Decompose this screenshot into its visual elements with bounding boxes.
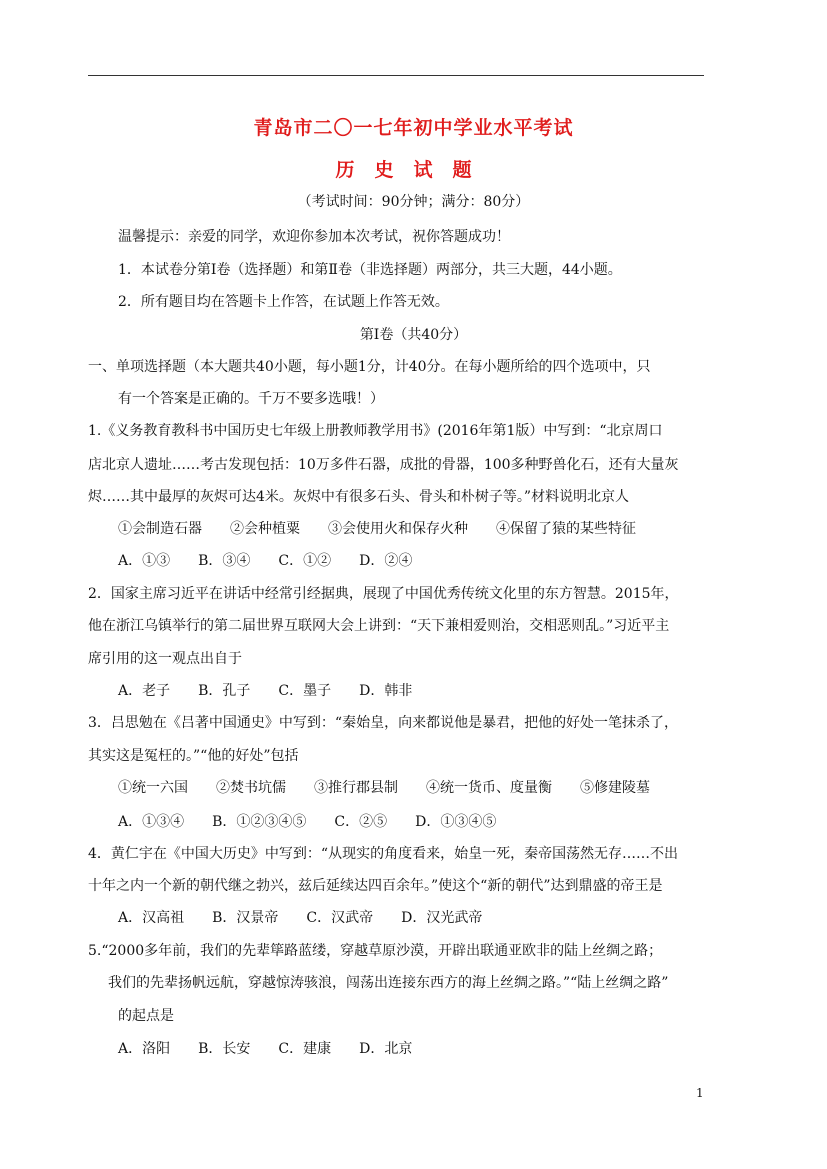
- q2-line-2: 他在浙江乌镇举行的第二届世界互联网大会上讲到：“天下兼相爱则治，交相恶则乱。”习近平主: [88, 618, 670, 634]
- exam-subtitle: 历史试题: [335, 159, 492, 181]
- q2-line-3: 席引用的这一观点出自于: [88, 651, 242, 667]
- q3-line-2: 其实这是冤枉的。”“他的好处”包括: [88, 748, 299, 764]
- section-instruction-1: 一、单项选择题（本大题共40小题，每小题1分，计40分。在每小题所给的四个选项中，只: [88, 359, 651, 375]
- q5-line-1: 5.“2000多年前，我们的先辈筚路蓝缕，穿越草原沙漠，开辟出联通亚欧非的陆上丝绸之路；: [88, 943, 663, 959]
- q5-line-2: 我们的先辈扬帆远航，穿越惊涛骇浪，闯荡出连接东西方的海上丝绸之路。”“陆上丝绸之路”: [108, 975, 669, 991]
- q3-statements: ①统一六国 ②焚书坑儒 ③推行郡县制 ④统一货币、度量衡 ⑤修建陵墓: [118, 780, 650, 796]
- q2-line-1: 2．国家主席习近平在讲话中经常引经据典，展现了中国优秀传统文化里的东方智慧。2015年，: [88, 586, 679, 602]
- note-1: 1．本试卷分第Ⅰ卷（选择题）和第Ⅱ卷（非选择题）两部分，共三大题，44小题。: [118, 262, 622, 278]
- q4-line-1: 4．黄仁宇在《中国大历史》中写到：“从现实的角度看来，始皇一死，秦帝国荡然无存……不出: [88, 846, 679, 862]
- section-title: 第Ⅰ卷（共40分）: [359, 327, 468, 343]
- header-rule: [88, 75, 704, 76]
- q1-line-1: 1.《义务教育教科书中国历史七年级上册教师教学用书》(2016年第1版）中写到：“北京周口: [88, 423, 663, 439]
- q1-statements: ①会制造石器 ②会种植粟 ③会使用火和保存火种 ④保留了猿的某些特征: [118, 521, 636, 537]
- greeting-note: 温馨提示：亲爱的同学，欢迎你参加本次考试，祝你答题成功！: [118, 229, 510, 245]
- q5-options: A．洛阳 B．长安 C．建康 D．北京: [118, 1041, 413, 1057]
- q4-options: A．汉高祖 B．汉景帝 C．汉武帝 D．汉光武帝: [118, 910, 483, 926]
- q1-line-2: 店北京人遗址……考古发现包括：10万多件石器，成批的骨器，100多种野兽化石，还有大量灰: [88, 457, 679, 473]
- q1-options: A．①③ B．③④ C．①② D．②④: [118, 553, 413, 569]
- q5-line-3: 的起点是: [118, 1008, 174, 1024]
- q4-line-2: 十年之内一个新的朝代继之勃兴，兹后延续达四百余年。”使这个“新的朝代”达到鼎盛的帝王是: [88, 878, 663, 894]
- exam-title: 青岛市二〇一七年初中学业水平考试: [253, 117, 574, 139]
- q3-line-1: 3．吕思勉在《吕著中国通史》中写到：“秦始皇，向来都说他是暴君，把他的好处一笔抹杀了，: [88, 715, 679, 731]
- q1-line-3: 烬……其中最厚的灰烬可达4米。灰烬中有很多石头、骨头和朴树子等。”材料说明北京人: [88, 489, 630, 505]
- q3-options: A．①③④ B．①②③④⑤ C．②⑤ D．①③④⑤: [118, 814, 497, 830]
- q2-options: A．老子 B．孔子 C．墨子 D．韩非: [118, 683, 413, 699]
- exam-info: （考试时间：90分钟；满分：80分）: [297, 194, 530, 210]
- page-number: 1: [696, 1086, 704, 1100]
- note-2: 2．所有题目均在答题卡上作答，在试题上作答无效。: [118, 294, 449, 310]
- section-instruction-2: 有一个答案是正确的。千万不要多选哦！）: [118, 391, 384, 407]
